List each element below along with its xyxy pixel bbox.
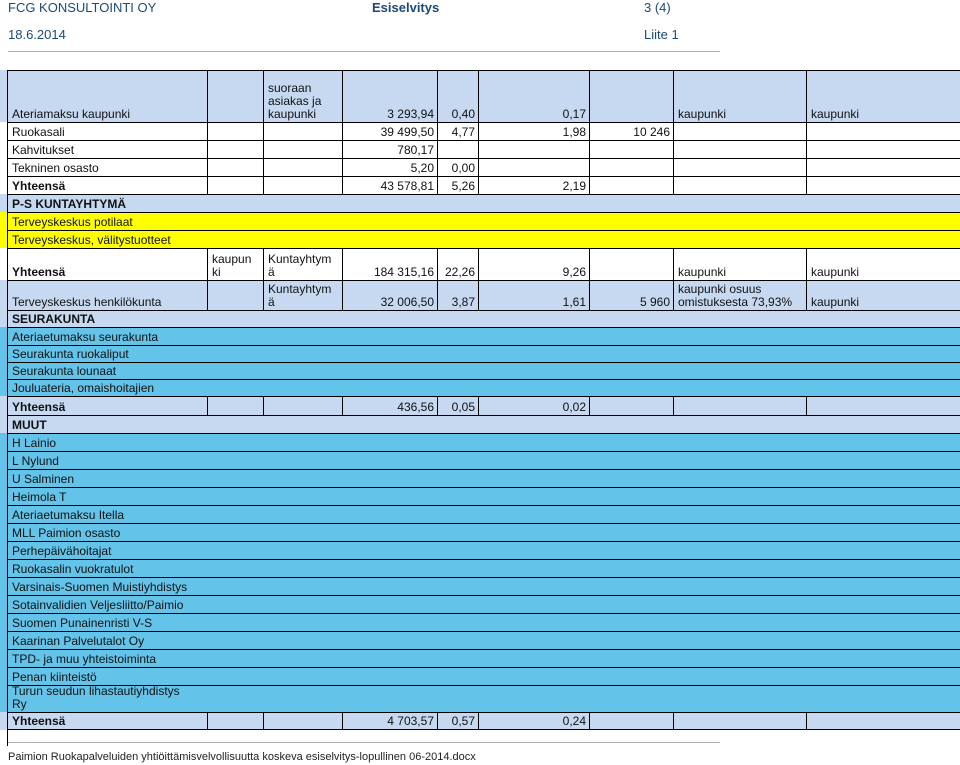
table-row [0, 469, 960, 487]
cell-text: MUUT [12, 418, 47, 432]
cell-c8 [673, 140, 806, 158]
table-row [0, 70, 960, 122]
cell-text: Ruokasalin vuokratulot [12, 562, 134, 576]
cell-text: 43 578,81 [380, 179, 434, 193]
cell-text: Ateriamaksu kaupunki [12, 107, 131, 121]
cell-text: 184 315,16 [373, 265, 434, 279]
row-label [7, 327, 960, 345]
cell-text: P-S KUNTAYHTYMÄ [12, 197, 127, 211]
cell-text: Penan kiinteistö [12, 670, 97, 684]
cell-text: ä [268, 295, 275, 309]
cell-c4 [342, 158, 437, 176]
table-row [0, 280, 960, 310]
row-label [7, 487, 960, 505]
cell-c5 [437, 396, 478, 415]
cell-c3 [263, 396, 342, 415]
cell-text: 1,98 [562, 125, 586, 139]
table-row [0, 212, 960, 230]
cell-text: suoraan [268, 81, 312, 95]
table-row [0, 396, 960, 415]
cell-c2 [207, 176, 263, 194]
table-row [0, 433, 960, 451]
cell-c2 [207, 248, 263, 280]
cell-text: kaupunki [811, 107, 860, 121]
cell-c3 [263, 248, 342, 280]
cell-c5 [437, 122, 478, 140]
cell-text: 1,61 [562, 295, 586, 309]
row-label [7, 595, 960, 613]
cell-c5 [437, 280, 478, 310]
cell-text: 4 703,57 [387, 714, 434, 728]
page-number: 3 (4) [644, 0, 671, 15]
cell-text: U Salminen [12, 472, 75, 486]
cell-c7 [589, 712, 673, 730]
cell-text: 0,57 [451, 714, 475, 728]
table-row [0, 362, 960, 379]
table-row [0, 523, 960, 541]
cell-text: Ateriaetumaksu Itella [12, 508, 125, 522]
row-label [7, 194, 960, 212]
table-row [0, 327, 960, 345]
cell-c7 [589, 158, 673, 176]
row-label [7, 433, 960, 451]
cell-text: 0,00 [451, 161, 475, 175]
cell-c9 [806, 158, 960, 176]
cell-c9 [806, 140, 960, 158]
cell-text: Tekninen osasto [12, 161, 99, 175]
cell-c4 [342, 712, 437, 730]
cell-text: kaupunki osuus [678, 282, 762, 296]
table-row [0, 451, 960, 469]
cell-c5 [437, 176, 478, 194]
cell-text: 2,19 [562, 179, 586, 193]
cell-c4 [342, 280, 437, 310]
cell-text: 0,02 [562, 400, 586, 414]
cell-c9 [806, 176, 960, 194]
table-row [0, 487, 960, 505]
cell-c7 [589, 176, 673, 194]
cell-c6 [478, 158, 589, 176]
table-row [0, 122, 960, 140]
row-label [7, 631, 960, 649]
cell-c2 [207, 140, 263, 158]
cell-c5 [437, 140, 478, 158]
cell-c4 [342, 396, 437, 415]
cell-c6 [478, 280, 589, 310]
cell-text: 9,26 [562, 265, 586, 279]
cell-c5 [437, 712, 478, 730]
cell-text: 32 006,50 [380, 295, 434, 309]
table-row [0, 667, 960, 685]
cell-text: L Nylund [12, 454, 59, 468]
table-row [0, 345, 960, 362]
cell-c4 [342, 248, 437, 280]
cell-text: H Lainio [12, 436, 57, 450]
row-label [7, 559, 960, 577]
cell-text: Kaarinan Palvelutalot Oy [12, 634, 145, 648]
cell-text: 780,17 [397, 143, 434, 157]
table-left-border [7, 70, 8, 746]
cell-text: kaupun [212, 252, 252, 266]
cell-text: kaupunki [811, 265, 860, 279]
cell-c2 [207, 396, 263, 415]
cell-text: Varsinais-Suomen Muistiyhdistys [12, 580, 188, 594]
table-row [0, 577, 960, 595]
cell-c7 [589, 396, 673, 415]
cell-c9 [806, 122, 960, 140]
cell-text: 5,20 [410, 161, 434, 175]
cell-text: Jouluateria, omaishoitajien [12, 381, 155, 395]
cell-c2 [207, 280, 263, 310]
cell-c6 [478, 712, 589, 730]
row-label [7, 122, 207, 140]
cell-c5 [437, 248, 478, 280]
cell-text: 5 960 [639, 295, 670, 309]
cell-c6 [478, 176, 589, 194]
row-label [7, 345, 960, 362]
table-row [0, 310, 960, 327]
cell-text: 22,26 [444, 265, 475, 279]
cell-c6 [478, 248, 589, 280]
footer-filename: Paimion Ruokapalveluiden yhtiöittämisvelvollisuutta koskeva esiselvitys-lopullinen 06-2014.docx [8, 751, 476, 763]
row-label [7, 230, 960, 248]
attachment-label: Liite 1 [644, 27, 679, 42]
cell-c2 [207, 70, 263, 122]
cell-c9 [806, 280, 960, 310]
cell-text: Perhepäivähoitajat [12, 544, 112, 558]
row-label [7, 577, 960, 595]
cell-text: 10 246 [633, 125, 670, 139]
cell-text: Ruokasali [12, 125, 65, 139]
table-row [0, 505, 960, 523]
cell-c6 [478, 396, 589, 415]
row-label [7, 362, 960, 379]
cell-c7 [589, 140, 673, 158]
cell-text: ä [268, 265, 275, 279]
cell-c7 [589, 122, 673, 140]
row-label [7, 158, 207, 176]
cell-c4 [342, 70, 437, 122]
row-label [7, 176, 207, 194]
cell-text: Terveyskeskus henkilökunta [12, 295, 162, 309]
cell-c8 [673, 280, 806, 310]
row-label [7, 140, 207, 158]
cell-text: 436,56 [397, 400, 434, 414]
cell-c7 [589, 248, 673, 280]
cell-text: kaupunki [268, 107, 317, 121]
row-label [7, 379, 960, 396]
cell-text: 0,40 [451, 107, 475, 121]
cell-c8 [673, 122, 806, 140]
row-label [7, 396, 207, 415]
cell-text: Heimola T [12, 490, 67, 504]
cell-text: ki [212, 265, 221, 279]
cell-c3 [263, 176, 342, 194]
row-label [7, 541, 960, 559]
row-label [7, 70, 207, 122]
footer-divider [8, 742, 720, 743]
cell-c6 [478, 140, 589, 158]
table-row [0, 248, 960, 280]
table-row [0, 140, 960, 158]
table-row [0, 230, 960, 248]
cell-c8 [673, 158, 806, 176]
cell-c8 [673, 176, 806, 194]
cell-text: 3,87 [451, 295, 475, 309]
cell-text: Seurakunta lounaat [12, 364, 117, 378]
cell-c9 [806, 248, 960, 280]
cell-text: 0,17 [562, 107, 586, 121]
cell-c7 [589, 280, 673, 310]
row-label [7, 310, 960, 327]
table-row [0, 415, 960, 433]
cell-c8 [673, 70, 806, 122]
row-label [7, 280, 207, 310]
cell-text: Yhteensä [12, 265, 66, 279]
cell-text: Seurakunta ruokaliput [12, 347, 129, 361]
cell-text: kaupunki [678, 107, 727, 121]
cell-c3 [263, 712, 342, 730]
cell-text: Ry [12, 697, 27, 711]
cell-c9 [806, 70, 960, 122]
cell-text: TPD- ja muu yhteistoiminta [12, 652, 157, 666]
cell-text: Terveyskeskus potilaat [12, 215, 133, 229]
row-label [7, 613, 960, 631]
cell-text: SEURAKUNTA [12, 312, 96, 326]
table-row [0, 541, 960, 559]
table-row [0, 649, 960, 667]
table-row [0, 158, 960, 176]
table-row [0, 194, 960, 212]
cell-text: Yhteensä [12, 400, 66, 414]
cell-c6 [478, 122, 589, 140]
table-row [0, 176, 960, 194]
cell-c2 [207, 158, 263, 176]
cell-c4 [342, 176, 437, 194]
cell-text: asiakas ja [268, 94, 322, 108]
cell-c3 [263, 122, 342, 140]
company-name: FCG KONSULTOINTI OY [8, 0, 157, 15]
cell-text: Ateriaetumaksu seurakunta [12, 330, 159, 344]
cell-c8 [673, 396, 806, 415]
table-row [0, 595, 960, 613]
table-row [0, 685, 960, 712]
row-label [7, 667, 960, 685]
cell-c9 [806, 712, 960, 730]
cell-c3 [263, 140, 342, 158]
row-label [7, 451, 960, 469]
cell-text: Yhteensä [12, 714, 66, 728]
row-label [7, 649, 960, 667]
table-row [0, 631, 960, 649]
cell-text: kaupunki [811, 295, 860, 309]
cell-text: 3 293,94 [387, 107, 434, 121]
cell-c2 [207, 712, 263, 730]
document-title: Esiselvitys [372, 0, 440, 15]
table-row [0, 379, 960, 396]
row-label [7, 685, 960, 712]
cell-c4 [342, 140, 437, 158]
table-row [0, 559, 960, 577]
header-divider [8, 51, 720, 52]
cell-text: Suomen Punainenristi V-S [12, 616, 153, 630]
cell-c3 [263, 158, 342, 176]
cell-c9 [806, 396, 960, 415]
cell-c4 [342, 122, 437, 140]
cell-c2 [207, 122, 263, 140]
cell-text: 39 499,50 [380, 125, 434, 139]
row-label [7, 212, 960, 230]
cell-text: Kuntayhtym [268, 252, 332, 266]
cell-text: Yhteensä [12, 179, 66, 193]
table-row [0, 712, 960, 730]
row-label [7, 505, 960, 523]
cell-text: 5,26 [451, 179, 475, 193]
cell-text: Kahvitukset [12, 143, 75, 157]
row-label [7, 248, 207, 280]
cell-text: Terveyskeskus, välitystuotteet [12, 233, 171, 247]
cell-c7 [589, 70, 673, 122]
cell-text: 4,77 [451, 125, 475, 139]
cell-text: Turun seudun lihastautiyhdistys [12, 685, 180, 698]
document-date: 18.6.2014 [8, 27, 66, 42]
row-label [7, 469, 960, 487]
row-label [7, 415, 960, 433]
cell-c6 [478, 70, 589, 122]
cell-text: MLL Paimion osasto [12, 526, 121, 540]
cell-text: kaupunki [678, 265, 727, 279]
row-label [7, 712, 207, 730]
cell-c8 [673, 248, 806, 280]
cell-c8 [673, 712, 806, 730]
cell-c5 [437, 158, 478, 176]
cell-text: 0,05 [451, 400, 475, 414]
cell-text: 0,24 [562, 714, 586, 728]
cell-c3 [263, 280, 342, 310]
cell-c3 [263, 70, 342, 122]
row-label [7, 523, 960, 541]
cell-text: omistuksesta 73,93% [678, 295, 793, 309]
cell-c5 [437, 70, 478, 122]
table-row [0, 613, 960, 631]
cell-text: Sotainvalidien Veljesliitto/Paimio [12, 598, 184, 612]
cell-text: Kuntayhtym [268, 282, 332, 296]
